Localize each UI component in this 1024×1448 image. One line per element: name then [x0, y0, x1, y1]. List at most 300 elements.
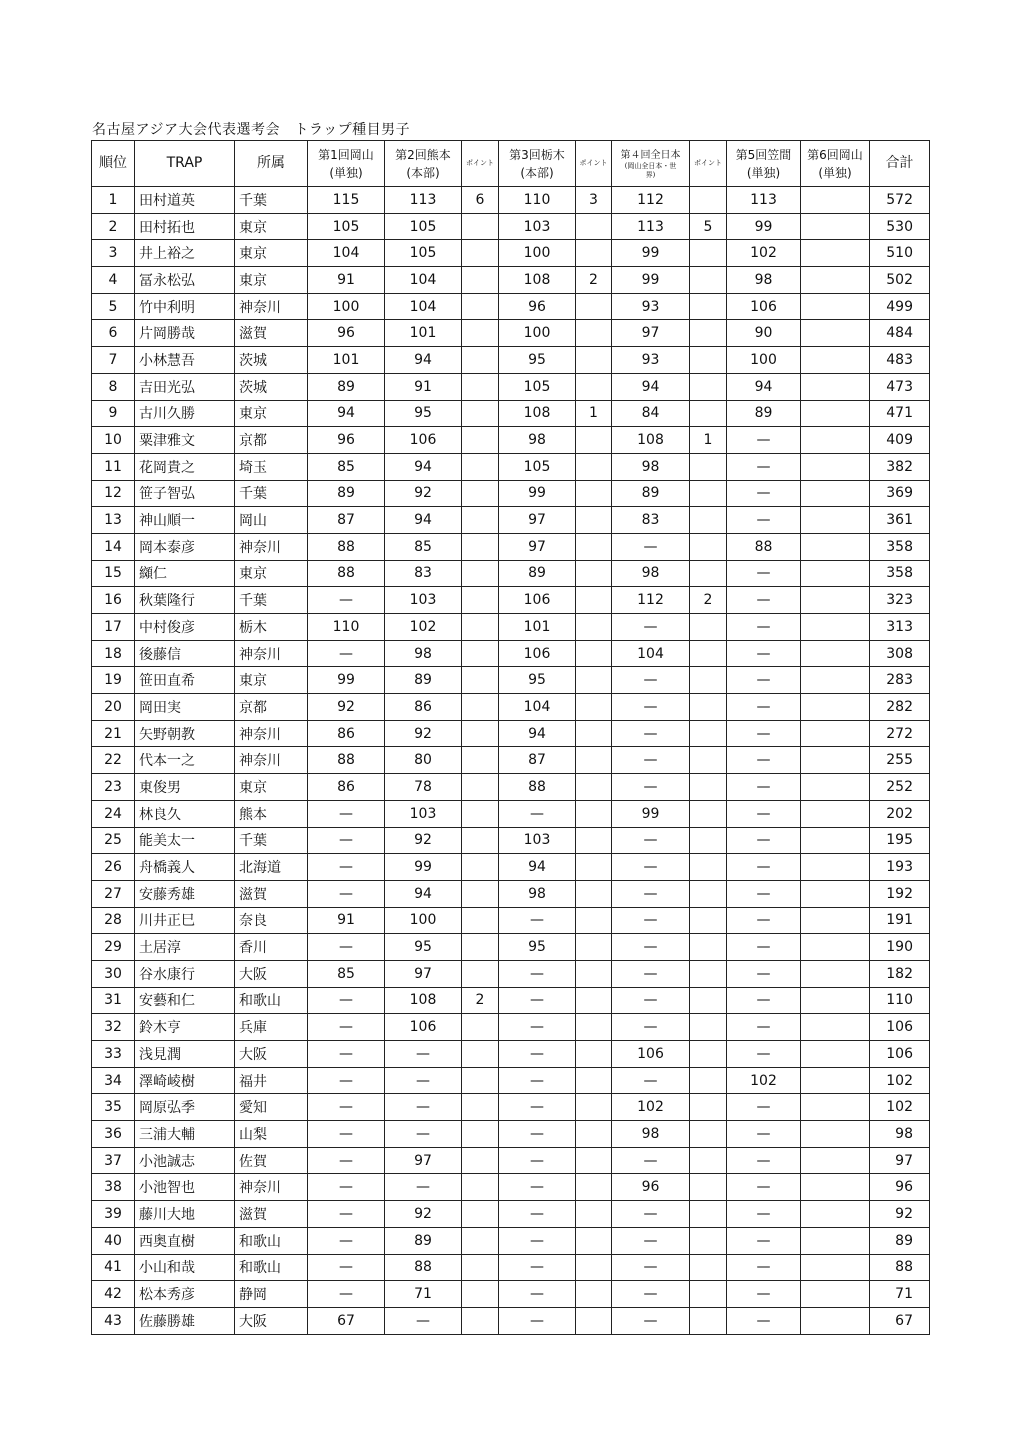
- round-4-cell: 112: [612, 587, 690, 614]
- round-2-cell: 105: [385, 213, 462, 240]
- round-4-cell: 112: [612, 187, 690, 214]
- round-4-cell: —: [612, 1201, 690, 1228]
- affiliation-cell: 北海道: [235, 854, 308, 881]
- round-4-cell: —: [612, 1254, 690, 1281]
- points-4-cell: [690, 1227, 727, 1254]
- round-3-cell: —: [499, 1014, 576, 1041]
- total-cell: 572: [870, 187, 930, 214]
- table-row: [92, 1121, 930, 1148]
- round-6-cell: [801, 1067, 870, 1094]
- round-3-cell: —: [499, 1174, 576, 1201]
- round-3-cell: 97: [499, 533, 576, 560]
- name-cell: 小池智也: [135, 1174, 235, 1201]
- affiliation-cell: 京都: [235, 694, 308, 721]
- round-2-cell: 71: [385, 1281, 462, 1308]
- points-4-cell: [690, 774, 727, 801]
- round-4-cell: —: [612, 694, 690, 721]
- round-1-cell: 99: [308, 667, 385, 694]
- table-row: [92, 747, 930, 774]
- document-title: 名古屋アジア大会代表選考会 トラップ種目男子: [92, 122, 411, 138]
- round-6-cell: [801, 293, 870, 320]
- round-3-cell: 98: [499, 880, 576, 907]
- points-4-cell: [690, 640, 727, 667]
- round-6-cell: [801, 1281, 870, 1308]
- round-4-cell: 93: [612, 293, 690, 320]
- round-3-cell: 110: [499, 187, 576, 214]
- rank-cell: 25: [92, 827, 135, 854]
- points-3-cell: [576, 373, 612, 400]
- round-1-cell: —: [308, 1281, 385, 1308]
- points-2-cell: [462, 373, 499, 400]
- round-5-cell: —: [727, 774, 801, 801]
- points-4-cell: [690, 373, 727, 400]
- affiliation-cell: 大阪: [235, 1041, 308, 1068]
- points-4-cell: [690, 187, 727, 214]
- round-1-cell: 88: [308, 533, 385, 560]
- round-4-cell: 89: [612, 480, 690, 507]
- total-cell: 190: [870, 934, 930, 961]
- points-4-cell: [690, 694, 727, 721]
- points-4-cell: [690, 960, 727, 987]
- points-2-cell: [462, 1094, 499, 1121]
- round-1-cell: 86: [308, 774, 385, 801]
- round-2-cell: 94: [385, 880, 462, 907]
- round-3-cell: 87: [499, 747, 576, 774]
- rank-cell: 36: [92, 1121, 135, 1148]
- round-6-cell: [801, 1014, 870, 1041]
- points-4-cell: [690, 987, 727, 1014]
- round-5-cell: —: [727, 720, 801, 747]
- points-3-cell: [576, 720, 612, 747]
- round-2-cell: 89: [385, 667, 462, 694]
- round-2-cell: 92: [385, 827, 462, 854]
- round-1-cell: 89: [308, 480, 385, 507]
- points-2-cell: [462, 587, 499, 614]
- round-2-cell: 88: [385, 1254, 462, 1281]
- round-5-cell: —: [727, 1307, 801, 1334]
- round-3-cell: 108: [499, 400, 576, 427]
- round-6-cell: [801, 347, 870, 374]
- round-5-cell: —: [727, 694, 801, 721]
- affiliation-cell: 和歌山: [235, 1227, 308, 1254]
- points-2-cell: [462, 320, 499, 347]
- table-row: [92, 453, 930, 480]
- round-1-cell: —: [308, 800, 385, 827]
- points-3-cell: [576, 774, 612, 801]
- round-5-cell: —: [727, 1094, 801, 1121]
- round-3-cell: 106: [499, 640, 576, 667]
- round-6-cell: [801, 373, 870, 400]
- round-4-cell: 83: [612, 507, 690, 534]
- affiliation-cell: 東京: [235, 240, 308, 267]
- round-2-cell: 106: [385, 1014, 462, 1041]
- round-2-cell: 83: [385, 560, 462, 587]
- rank-cell: 26: [92, 854, 135, 881]
- round-5-cell: 113: [727, 187, 801, 214]
- round-1-cell: 96: [308, 427, 385, 454]
- round-3-cell: 103: [499, 827, 576, 854]
- table-row: [92, 1014, 930, 1041]
- affiliation-cell: 東京: [235, 213, 308, 240]
- round-4-cell: —: [612, 1227, 690, 1254]
- round-3-cell: —: [499, 907, 576, 934]
- header-round-4: 第４回全日本 (岡山全日本・世 界): [612, 141, 690, 187]
- header-round-6: 第6回岡山 (単独): [801, 141, 870, 187]
- rank-cell: 19: [92, 667, 135, 694]
- total-cell: 191: [870, 907, 930, 934]
- name-cell: 藤川大地: [135, 1201, 235, 1228]
- rank-cell: 28: [92, 907, 135, 934]
- round-5-cell: —: [727, 453, 801, 480]
- points-4-cell: [690, 560, 727, 587]
- name-cell: 東俊男: [135, 774, 235, 801]
- round-6-cell: [801, 774, 870, 801]
- points-3-cell: [576, 427, 612, 454]
- round-3-cell: 105: [499, 453, 576, 480]
- points-4-cell: [690, 800, 727, 827]
- round-4-cell: —: [612, 1281, 690, 1308]
- round-3-cell: —: [499, 1094, 576, 1121]
- round-3-cell: —: [499, 987, 576, 1014]
- table-row: [92, 1254, 930, 1281]
- affiliation-cell: 和歌山: [235, 1254, 308, 1281]
- points-2-cell: 2: [462, 987, 499, 1014]
- round-1-cell: 96: [308, 320, 385, 347]
- affiliation-cell: 神奈川: [235, 720, 308, 747]
- points-4-cell: [690, 1307, 727, 1334]
- table-row: [92, 427, 930, 454]
- round-6-cell: [801, 213, 870, 240]
- points-2-cell: [462, 1147, 499, 1174]
- round-3-cell: 89: [499, 560, 576, 587]
- points-3-cell: [576, 293, 612, 320]
- affiliation-cell: 神奈川: [235, 747, 308, 774]
- total-cell: 530: [870, 213, 930, 240]
- points-2-cell: [462, 267, 499, 294]
- affiliation-cell: 神奈川: [235, 1174, 308, 1201]
- points-2-cell: [462, 747, 499, 774]
- total-cell: 192: [870, 880, 930, 907]
- points-4-cell: [690, 667, 727, 694]
- points-3-cell: [576, 614, 612, 641]
- results-table: [91, 140, 930, 1335]
- round-2-cell: 94: [385, 507, 462, 534]
- round-5-cell: —: [727, 427, 801, 454]
- points-4-cell: [690, 934, 727, 961]
- round-4-cell: —: [612, 720, 690, 747]
- round-6-cell: [801, 267, 870, 294]
- round-2-cell: —: [385, 1121, 462, 1148]
- total-cell: 358: [870, 560, 930, 587]
- points-4-cell: [690, 507, 727, 534]
- points-4-cell: [690, 1174, 727, 1201]
- round-4-cell: 102: [612, 1094, 690, 1121]
- affiliation-cell: 千葉: [235, 587, 308, 614]
- affiliation-cell: 愛知: [235, 1094, 308, 1121]
- round-5-cell: —: [727, 560, 801, 587]
- round-1-cell: —: [308, 1227, 385, 1254]
- round-5-cell: 102: [727, 240, 801, 267]
- rank-cell: 16: [92, 587, 135, 614]
- points-2-cell: [462, 880, 499, 907]
- total-cell: 96: [870, 1174, 930, 1201]
- points-4-cell: [690, 453, 727, 480]
- table-row: [92, 347, 930, 374]
- round-5-cell: —: [727, 907, 801, 934]
- table-row: [92, 907, 930, 934]
- points-4-cell: [690, 1281, 727, 1308]
- points-4-cell: [690, 827, 727, 854]
- round-2-cell: 97: [385, 1147, 462, 1174]
- name-cell: 安藝和仁: [135, 987, 235, 1014]
- round-6-cell: [801, 560, 870, 587]
- round-5-cell: —: [727, 1227, 801, 1254]
- round-6-cell: [801, 507, 870, 534]
- points-3-cell: [576, 880, 612, 907]
- affiliation-cell: 滋賀: [235, 880, 308, 907]
- table-row: [92, 934, 930, 961]
- name-cell: 浅見潤: [135, 1041, 235, 1068]
- table-row: [92, 213, 930, 240]
- points-3-cell: [576, 694, 612, 721]
- name-cell: 川井正巳: [135, 907, 235, 934]
- round-1-cell: 94: [308, 400, 385, 427]
- name-cell: 古川久勝: [135, 400, 235, 427]
- rank-cell: 3: [92, 240, 135, 267]
- round-1-cell: —: [308, 1201, 385, 1228]
- rank-cell: 4: [92, 267, 135, 294]
- round-6-cell: [801, 587, 870, 614]
- affiliation-cell: 京都: [235, 427, 308, 454]
- round-6-cell: [801, 400, 870, 427]
- round-5-cell: —: [727, 1254, 801, 1281]
- total-cell: 502: [870, 267, 930, 294]
- round-6-cell: [801, 187, 870, 214]
- points-3-cell: [576, 1041, 612, 1068]
- points-3-cell: [576, 800, 612, 827]
- points-4-cell: [690, 1041, 727, 1068]
- total-cell: 67: [870, 1307, 930, 1334]
- round-4-cell: 96: [612, 1174, 690, 1201]
- round-3-cell: 96: [499, 293, 576, 320]
- round-3-cell: 95: [499, 934, 576, 961]
- name-cell: 岡田実: [135, 694, 235, 721]
- name-cell: 中村俊彦: [135, 614, 235, 641]
- table-row: [92, 187, 930, 214]
- table-row: [92, 320, 930, 347]
- round-2-cell: 92: [385, 480, 462, 507]
- name-cell: 澤崎崚樹: [135, 1067, 235, 1094]
- round-6-cell: [801, 1121, 870, 1148]
- total-cell: 106: [870, 1041, 930, 1068]
- total-cell: 195: [870, 827, 930, 854]
- header-points-4: ポイント: [690, 141, 727, 187]
- points-2-cell: [462, 293, 499, 320]
- round-6-cell: [801, 907, 870, 934]
- round-4-cell: —: [612, 987, 690, 1014]
- round-3-cell: —: [499, 1227, 576, 1254]
- points-3-cell: [576, 960, 612, 987]
- points-2-cell: [462, 1254, 499, 1281]
- round-5-cell: 102: [727, 1067, 801, 1094]
- total-cell: 409: [870, 427, 930, 454]
- points-4-cell: [690, 320, 727, 347]
- round-3-cell: —: [499, 1147, 576, 1174]
- round-3-cell: —: [499, 1201, 576, 1228]
- round-1-cell: —: [308, 1014, 385, 1041]
- round-1-cell: 67: [308, 1307, 385, 1334]
- total-cell: 358: [870, 533, 930, 560]
- name-cell: 纐仁: [135, 560, 235, 587]
- round-2-cell: 86: [385, 694, 462, 721]
- round-6-cell: [801, 827, 870, 854]
- affiliation-cell: 岡山: [235, 507, 308, 534]
- table-row: [92, 800, 930, 827]
- points-3-cell: [576, 240, 612, 267]
- round-6-cell: [801, 1307, 870, 1334]
- round-3-cell: —: [499, 960, 576, 987]
- affiliation-cell: 栃木: [235, 614, 308, 641]
- name-cell: 矢野朝教: [135, 720, 235, 747]
- round-5-cell: —: [727, 614, 801, 641]
- round-3-cell: 94: [499, 854, 576, 881]
- points-3-cell: [576, 1281, 612, 1308]
- header-total: 合計: [870, 141, 930, 187]
- affiliation-cell: 香川: [235, 934, 308, 961]
- round-6-cell: [801, 667, 870, 694]
- points-2-cell: [462, 400, 499, 427]
- name-cell: 西奥直樹: [135, 1227, 235, 1254]
- points-3-cell: [576, 1307, 612, 1334]
- round-3-cell: —: [499, 1121, 576, 1148]
- name-cell: 井上裕之: [135, 240, 235, 267]
- round-4-cell: 99: [612, 240, 690, 267]
- rank-cell: 40: [92, 1227, 135, 1254]
- points-3-cell: [576, 533, 612, 560]
- rank-cell: 7: [92, 347, 135, 374]
- round-5-cell: —: [727, 507, 801, 534]
- rank-cell: 31: [92, 987, 135, 1014]
- rank-cell: 17: [92, 614, 135, 641]
- round-4-cell: —: [612, 960, 690, 987]
- round-6-cell: [801, 480, 870, 507]
- round-4-cell: —: [612, 827, 690, 854]
- round-4-cell: —: [612, 747, 690, 774]
- round-6-cell: [801, 1147, 870, 1174]
- round-2-cell: 94: [385, 453, 462, 480]
- affiliation-cell: 神奈川: [235, 293, 308, 320]
- points-2-cell: [462, 960, 499, 987]
- name-cell: 後藤信: [135, 640, 235, 667]
- rank-cell: 30: [92, 960, 135, 987]
- total-cell: 323: [870, 587, 930, 614]
- round-4-cell: —: [612, 1147, 690, 1174]
- round-3-cell: 99: [499, 480, 576, 507]
- points-2-cell: [462, 614, 499, 641]
- round-6-cell: [801, 800, 870, 827]
- round-2-cell: 104: [385, 293, 462, 320]
- round-4-cell: 94: [612, 373, 690, 400]
- round-5-cell: 98: [727, 267, 801, 294]
- round-5-cell: —: [727, 854, 801, 881]
- points-4-cell: [690, 480, 727, 507]
- points-2-cell: [462, 1041, 499, 1068]
- round-1-cell: 100: [308, 293, 385, 320]
- header-round-1: 第1回岡山 (単独): [308, 141, 385, 187]
- affiliation-cell: 山梨: [235, 1121, 308, 1148]
- points-2-cell: [462, 507, 499, 534]
- affiliation-cell: 神奈川: [235, 533, 308, 560]
- name-cell: 冨永松弘: [135, 267, 235, 294]
- round-2-cell: 106: [385, 427, 462, 454]
- affiliation-cell: 東京: [235, 400, 308, 427]
- table-row: [92, 827, 930, 854]
- points-3-cell: [576, 667, 612, 694]
- points-3-cell: [576, 827, 612, 854]
- round-5-cell: —: [727, 1014, 801, 1041]
- round-3-cell: 97: [499, 507, 576, 534]
- round-6-cell: [801, 1174, 870, 1201]
- round-4-cell: —: [612, 934, 690, 961]
- round-3-cell: 88: [499, 774, 576, 801]
- points-3-cell: [576, 747, 612, 774]
- points-4-cell: 1: [690, 427, 727, 454]
- round-3-cell: 95: [499, 347, 576, 374]
- total-cell: 473: [870, 373, 930, 400]
- round-6-cell: [801, 427, 870, 454]
- table-row: [92, 267, 930, 294]
- total-cell: 283: [870, 667, 930, 694]
- round-6-cell: [801, 880, 870, 907]
- round-2-cell: —: [385, 1174, 462, 1201]
- round-2-cell: 92: [385, 720, 462, 747]
- name-cell: 秋葉隆行: [135, 587, 235, 614]
- points-2-cell: [462, 800, 499, 827]
- round-5-cell: 90: [727, 320, 801, 347]
- table-row: [92, 507, 930, 534]
- points-3-cell: [576, 507, 612, 534]
- rank-cell: 42: [92, 1281, 135, 1308]
- round-5-cell: —: [727, 587, 801, 614]
- table-row: [92, 854, 930, 881]
- round-2-cell: 113: [385, 187, 462, 214]
- table-row: [92, 293, 930, 320]
- table-row: [92, 1147, 930, 1174]
- round-4-cell: 106: [612, 1041, 690, 1068]
- round-2-cell: 103: [385, 587, 462, 614]
- affiliation-cell: 東京: [235, 667, 308, 694]
- points-3-cell: 1: [576, 400, 612, 427]
- points-2-cell: [462, 1227, 499, 1254]
- points-3-cell: [576, 1067, 612, 1094]
- table-row: [92, 240, 930, 267]
- name-cell: 小山和哉: [135, 1254, 235, 1281]
- round-4-cell: —: [612, 1307, 690, 1334]
- points-4-cell: [690, 1201, 727, 1228]
- total-cell: 361: [870, 507, 930, 534]
- name-cell: 谷水康行: [135, 960, 235, 987]
- header-row: [92, 141, 930, 187]
- round-1-cell: —: [308, 827, 385, 854]
- round-2-cell: —: [385, 1041, 462, 1068]
- points-3-cell: [576, 560, 612, 587]
- header-round-5: 第5回笠間 (単独): [727, 141, 801, 187]
- round-2-cell: 99: [385, 854, 462, 881]
- points-3-cell: [576, 1174, 612, 1201]
- rank-cell: 39: [92, 1201, 135, 1228]
- round-3-cell: 106: [499, 587, 576, 614]
- affiliation-cell: 熊本: [235, 800, 308, 827]
